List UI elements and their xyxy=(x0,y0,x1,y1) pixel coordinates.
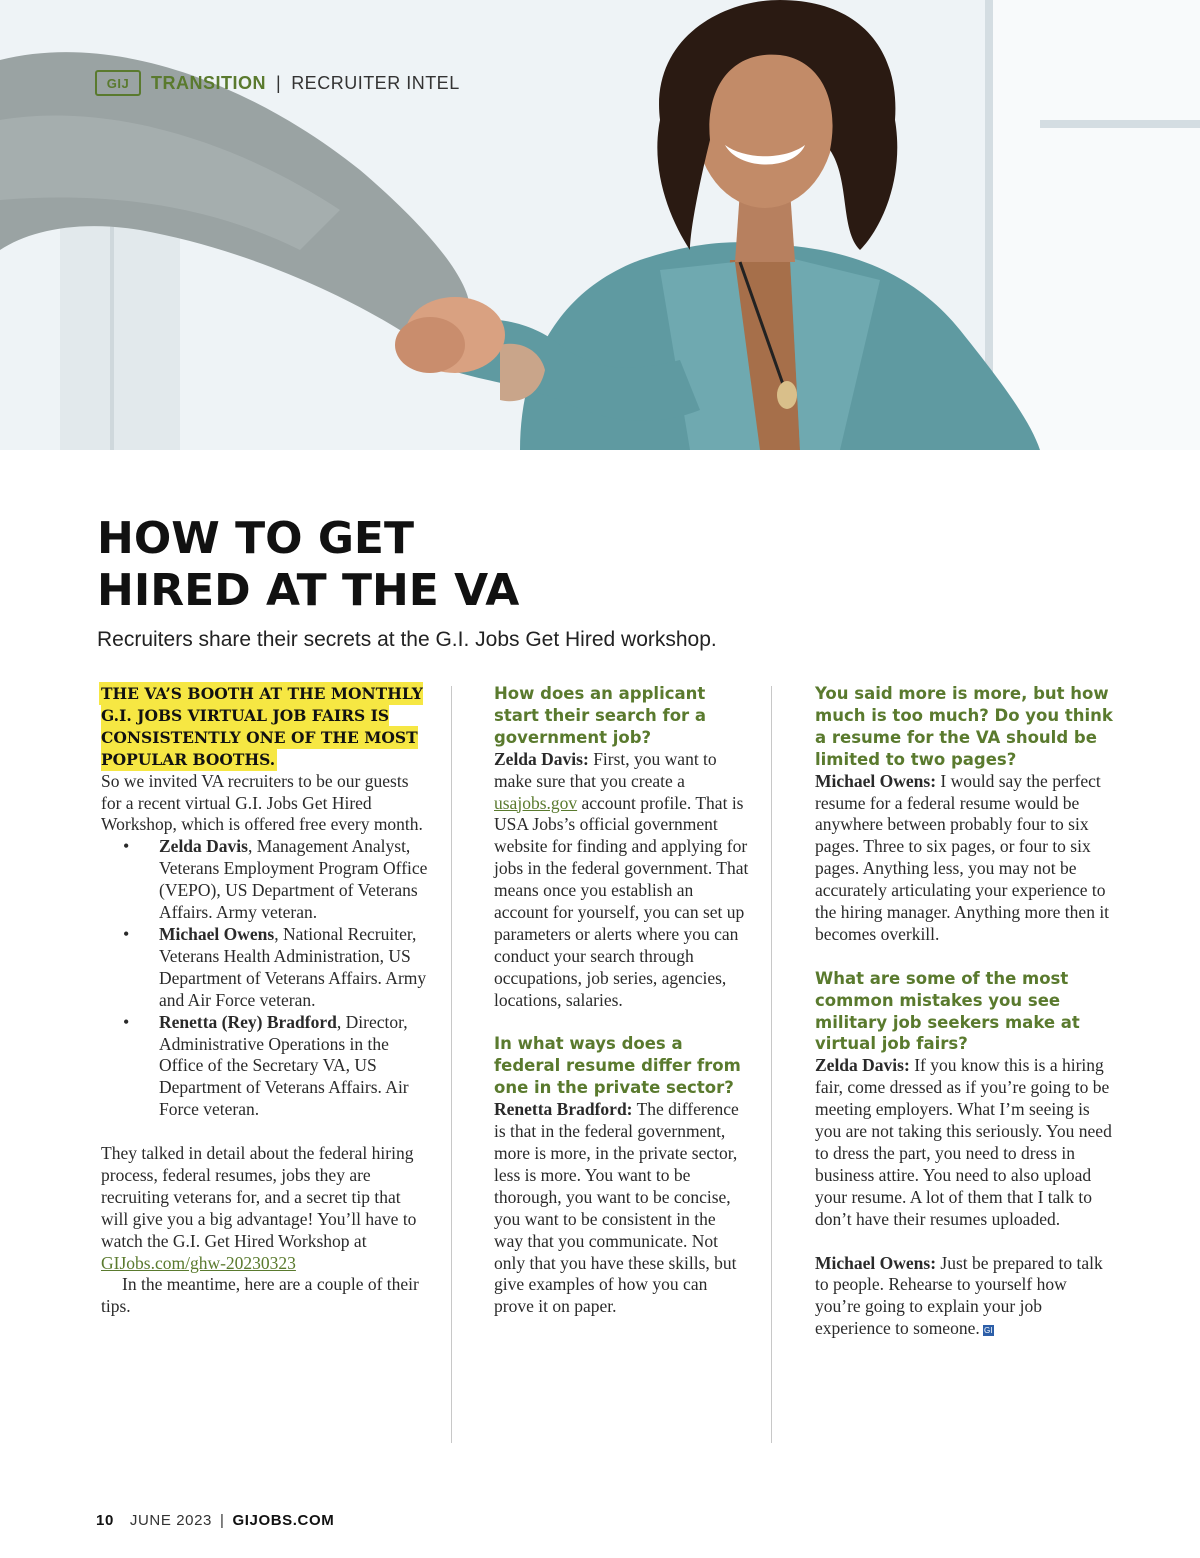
answer-text: The difference is that in the federal government, more is more, in the private sector, less is more. You want to be thorough, you want to be concise, you want to be consistent in the way that you communicate. Not only that you have these skills, but give examples of how you can prove it on paper. xyxy=(494,1099,739,1317)
list-item xyxy=(101,1012,431,1122)
article-deck: Recruiters share their secrets at the G.I. Jobs Get Hired workshop. xyxy=(97,628,717,651)
panelist-list xyxy=(101,836,431,1121)
list-item xyxy=(101,924,431,1012)
workshop-link[interactable]: GIJobs.com/ghw-20230323 xyxy=(101,1252,296,1273)
column-3 xyxy=(815,683,1115,1340)
usajobs-link[interactable]: usajobs.gov xyxy=(494,792,578,813)
panelist-name: Michael Owens xyxy=(159,923,275,944)
list-item xyxy=(101,836,431,924)
panelist-desc: , Management Analyst, Veterans Employment Program Office (VEPO), US Department of Veterans Affairs. Army veteran. xyxy=(159,836,428,923)
answer-paragraph xyxy=(815,1253,1115,1341)
footer-divider: | xyxy=(220,1512,225,1529)
subsection-label: RECRUITER INTEL xyxy=(291,72,460,93)
panelist-name: Renetta (Rey) Bradford xyxy=(159,1011,337,1032)
column-divider xyxy=(771,686,772,1443)
section-label: TRANSITION xyxy=(151,72,266,93)
issue-date: JUNE 2023 xyxy=(129,1512,212,1529)
answer-text: First, you want to make sure that you create a xyxy=(494,748,717,791)
lead-paragraph xyxy=(101,683,431,771)
panelist-desc: , National Recruiter, Veterans Health Administration, US Department of Veterans Affairs. Army and Air Force veteran. xyxy=(159,923,427,1010)
question-heading: In what ways does a federal resume differ from one in the private sector? xyxy=(494,1034,741,1098)
column-divider xyxy=(451,686,452,1443)
intro-paragraph: So we invited VA recruiters to be our guests for a recent virtual G.I. Jobs Get Hired Workshop, which is offered free every month. xyxy=(101,770,423,835)
section-header xyxy=(95,70,460,96)
end-mark-icon: GI xyxy=(984,1326,993,1336)
handshake-illustration xyxy=(0,0,1200,450)
answer-text: If you know this is a hiring fair, come dressed as if you’re going to be meeting employers. What I’m seeing is you are not taking this seriously. You need to dress the part, you need to dress in business attire. You need to also upload your resume. A lot of them that I talk to don’t have their resumes uploaded. xyxy=(815,1055,1112,1229)
speaker-name: Michael Owens: xyxy=(815,1252,937,1273)
panelist-desc: , Director, Administrative Operations in the Office of the Secretary VA, US Department of Veterans Affairs. Air Force veteran. xyxy=(159,1011,409,1120)
page-footer xyxy=(96,1512,334,1529)
body-paragraph xyxy=(101,1143,431,1274)
answer-paragraph xyxy=(494,749,749,1012)
answer-text: I would say the perfect resume for a federal resume would be anywhere between probably four to six pages. Three to six pages, or four to six pages. Anything less, you may not be accurately articulating your experience to the hiring manager. Anything more then it becomes overkill. xyxy=(815,770,1110,944)
title-line-2: HIRED AT THE VA xyxy=(97,565,520,616)
question-heading: How does an applicant start their search for a government job? xyxy=(494,684,707,747)
hero-photo xyxy=(0,0,1200,450)
gi-jobs-logo: GIJ xyxy=(95,70,141,96)
answer-text: Just be prepared to talk to people. Rehearse to yourself how you’re going to explain your job experience to someone. xyxy=(815,1252,1103,1339)
speaker-name: Zelda Davis: xyxy=(815,1055,910,1076)
answer-text: account profile. That is USA Jobs’s official government website for finding and applying for jobs in the federal government. That means once you establish an account for yourself, you can set up parameters or alerts where you can conduct your search through occupations, job series, agencies, locations, salaries. xyxy=(494,792,749,1010)
question-heading: What are some of the most common mistakes you see military job seekers make at virtual job fairs? xyxy=(815,968,1080,1054)
column-2 xyxy=(494,683,749,1318)
speaker-name: Michael Owens: xyxy=(815,770,937,791)
header-divider: | xyxy=(276,72,282,93)
column-1 xyxy=(101,683,431,1318)
site-name: GIJOBS.COM xyxy=(232,1512,335,1529)
speaker-name: Zelda Davis: xyxy=(494,748,589,769)
answer-paragraph xyxy=(815,771,1115,946)
body-text: They talked in detail about the federal hiring process, federal resumes, jobs they are recruiting veterans for, and a secret tip that will give you a big advantage! You’ll have to watch the G.I. Get Hired Workshop at xyxy=(101,1143,417,1251)
answer-paragraph xyxy=(494,1099,749,1318)
answer-paragraph xyxy=(815,1055,1115,1230)
page-number: 10 xyxy=(96,1512,114,1529)
article-title xyxy=(97,513,997,617)
lead-highlight: THE VA’S BOOTH AT THE MONTHLY G.I. JOBS VIRTUAL JOB FAIRS IS CONSISTENTLY ONE OF THE MOST POPULAR BOOTHS. xyxy=(101,684,423,769)
title-line-1: HOW TO GET xyxy=(97,513,415,564)
speaker-name: Renetta Bradford: xyxy=(494,1099,633,1120)
body-paragraph: In the meantime, here are a couple of their tips. xyxy=(101,1274,419,1317)
question-heading: You said more is more, but how much is too much? Do you think a resume for the VA should be limited to two pages? xyxy=(815,684,1113,769)
panelist-name: Zelda Davis xyxy=(159,836,248,857)
